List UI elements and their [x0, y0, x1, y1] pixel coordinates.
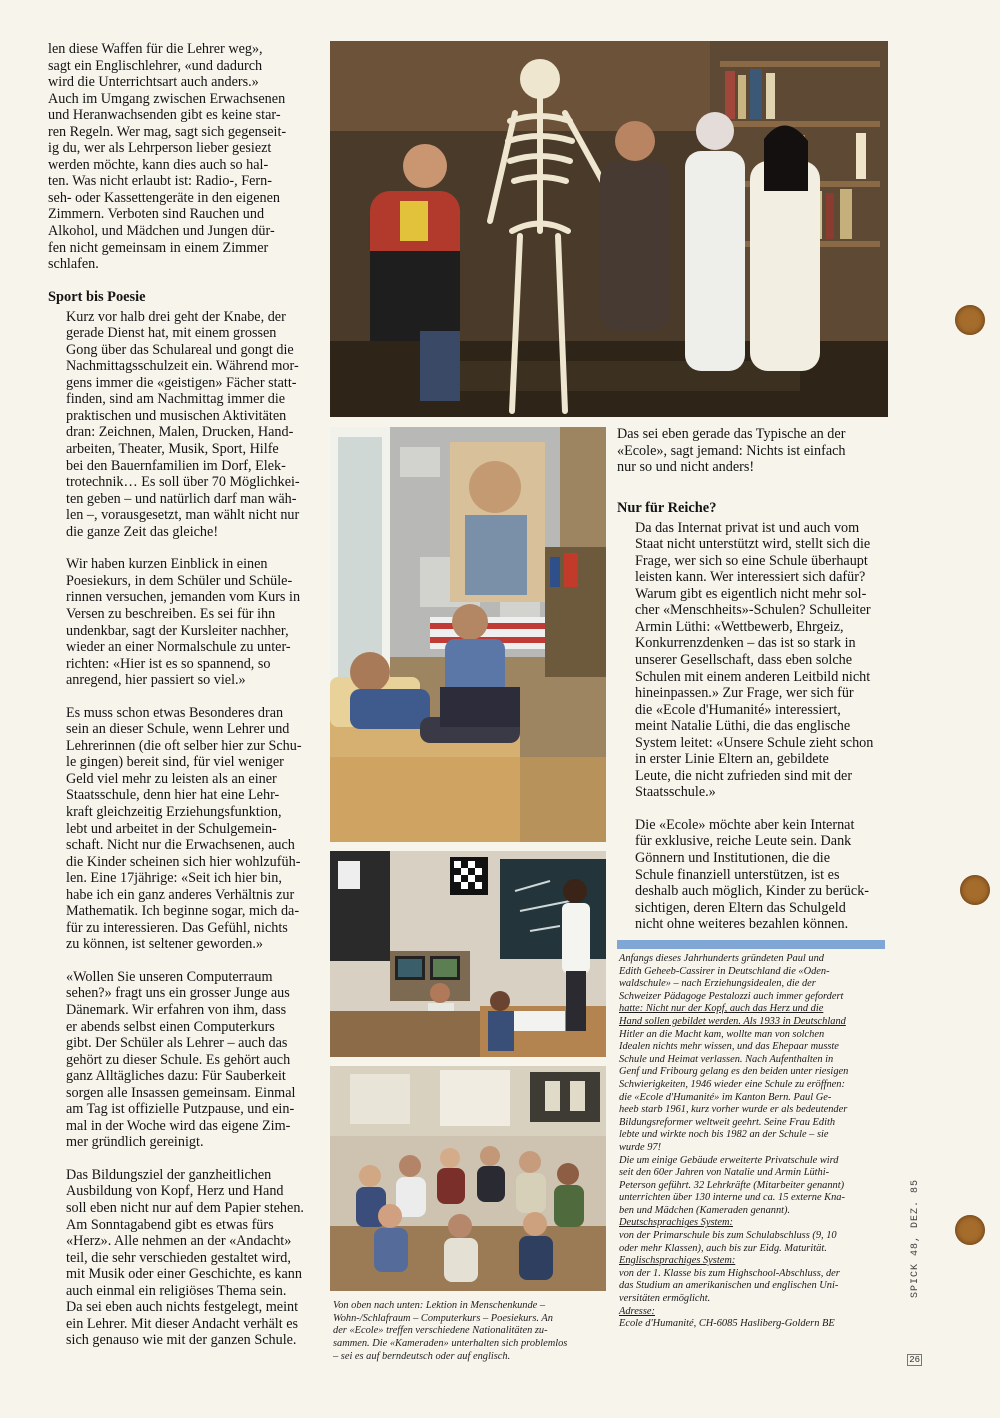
infobox-line: Edith Geheeb-Cassirer in Deutschland die «Oden-: [619, 965, 830, 977]
text-line: Es muss schon etwas Besonderes dran: [66, 704, 284, 721]
text-line: kraft gleichzeitig Erziehungsfunktion,: [66, 803, 282, 820]
text-line: Staatsschule, denn hier hat eine Lehr-: [66, 787, 280, 804]
text-line: anregend, hier passiert so viel.»: [66, 672, 246, 689]
infobox-line: das Studium an amerikanischen und englischen Uni-: [619, 1280, 839, 1292]
text-line: für zu interessieren. Das Gefühl, nichts: [66, 919, 288, 936]
section-heading-sport: Sport bis Poesie: [48, 288, 146, 305]
text-line: leisten kann. Wer interessiert sich dafür?: [635, 569, 866, 586]
text-line: Schule finanziell unterstützen, ist es: [635, 866, 840, 883]
infobox-line: heeb starb 1961, kurz vorher wurde er als bedeutender: [619, 1104, 848, 1116]
text-line: Versen zu beschreiben. Es sei für ihn: [66, 605, 276, 622]
text-line: die ganze Zeit das gleiche!: [66, 523, 219, 540]
paragraph: [48, 1167, 318, 1349]
text-line: Geld viel mehr zu leisten als an einer: [66, 770, 277, 787]
infobox-line: lebte und wirkte noch bis 1982 an der Schule – sie: [619, 1129, 829, 1141]
text-line: lebt und arbeitet in der Schulgemein-: [66, 820, 277, 837]
text-line: fen nicht gemeinsam in einem Zimmer: [48, 239, 269, 256]
left-text-column: [48, 41, 318, 1349]
infobox-line: von der 1. Klasse bis zum Highschool-Abschluss, der: [619, 1267, 840, 1279]
text-line: praktischen und musischen Aktivitäten: [66, 407, 287, 424]
text-line: Gönnern und Institutionen, die die: [635, 850, 831, 867]
caption-line: Von oben nach unten: Lektion in Menschenkunde –: [333, 1300, 546, 1311]
infobox-line: Hand sollen gebildet werden. Als 1933 in Deutschland: [619, 1015, 846, 1027]
text-line: sich genauso wie mit der ganzen Schule.: [66, 1332, 297, 1349]
text-line: mit Musik oder einer Geschichte, es kann: [66, 1266, 302, 1283]
text-line: ten geben – und natürlich darf man wäh-: [66, 490, 297, 507]
text-line: Zimmern. Verboten sind Rauchen und: [48, 206, 265, 223]
punch-hole-bottom: [955, 1215, 985, 1245]
text-line: nicht ohne weiteres bezahlen können.: [635, 916, 849, 933]
text-line: «Ecole», sagt jemand: Nichts ist einfach: [617, 442, 846, 459]
text-line: bei den Bauernfamilien im Dorf, Elek-: [66, 457, 286, 474]
text-line: er abends selbst einen Computerkurs: [66, 1018, 275, 1035]
text-line: Da sei eben auch nichts festgelegt, meint: [66, 1299, 299, 1316]
paragraph: [48, 309, 318, 541]
poetry-course-illustration: [330, 1066, 606, 1291]
text-line: sichtigen, deren Eltern das Schulgeld: [635, 899, 846, 916]
text-line: System leitet: «Unsere Schule zieht schon: [635, 734, 874, 751]
infobox-line: Schwierigkeiten, 1946 wieder eine Schule zu eröffnen:: [619, 1078, 845, 1090]
text-line: Leute, die nicht zufrieden sind mit der: [635, 767, 853, 784]
infobox-text: [619, 953, 887, 1331]
infobox-line: Adresse:: [619, 1305, 655, 1317]
text-line: Wir haben kurzen Einblick in einen: [66, 556, 268, 573]
text-line: gerade Dienst hat, mit einem grossen: [66, 325, 277, 342]
text-line: Staatsschule.»: [635, 784, 716, 801]
caption-line: – sei es auf berndeutsch oder auf englisch.: [333, 1350, 511, 1362]
text-line: Armin Lüthi: «Wettbewerb, Ehrgeiz,: [635, 618, 844, 635]
section-heading-reiche: Nur für Reiche?: [617, 499, 717, 516]
infobox-line: Schweizer Pädagoge Pestalozzi auch immer gefordert: [619, 990, 844, 1002]
infobox-line: hatte: Nicht nur der Kopf, auch das Herz und die: [619, 1003, 824, 1015]
infobox-line: Die um einige Gebäude erweiterte Privatschule wird: [619, 1154, 839, 1166]
infobox-line: unterrichten über 130 interne und ca. 15 externe Kna-: [619, 1192, 845, 1204]
text-line: trotechnik… Es soll über 70 Möglichkei-: [66, 474, 300, 491]
infobox-line: Ecole d'Humanité, CH-6085 Hasliberg-Goldern BE: [619, 1318, 835, 1330]
text-line: «Herz». Alle nehmen an der «Andacht»: [66, 1233, 292, 1250]
text-line: arbeiten, Theater, Musik, Sport, Hilfe: [66, 441, 279, 458]
infobox-line: Schule und Heimat verlassen. Nach Aufenthalten in: [619, 1053, 834, 1065]
text-line: rinnen versuchen, jemanden vom Kurs in: [66, 589, 301, 606]
text-line: ein Lehrer. Mit dieser Andacht verhält es: [66, 1315, 299, 1332]
infobox-line: Peterson geführt. 32 Lehrkräfte (Mitarbeiter genannt): [619, 1179, 845, 1191]
text-line: sagt ein Englischlehrer, «und dadurch: [48, 57, 263, 74]
infobox-line: Hitler an die Macht kam, wollte man von solchen: [619, 1028, 825, 1040]
infobox-line: Genf und Fribourg gelang es den beiden unter riesigen: [619, 1066, 849, 1078]
page-number: 26: [909, 1355, 920, 1365]
text-line: wird die Unterrichtsart auch anders.»: [48, 74, 259, 91]
text-line: len. Eine 17jährige: «Seit ich hier bin,: [66, 870, 282, 887]
text-line: sein an dieser Schule, wenn Lehrer und: [66, 721, 290, 738]
text-line: am Tag ist offizielle Putzpause, und ein-: [66, 1101, 295, 1118]
infobox-line: die «Ecole d'Humanité» im Kanton Bern. Paul Ge-: [619, 1091, 832, 1103]
text-line: len diese Waffen für die Lehrer weg»,: [48, 41, 263, 57]
infobox-history: [619, 953, 887, 1331]
text-line: cher «Menschheits»-Schulen? Schulleiter: [635, 602, 871, 619]
text-line: Konkurrenzdenken – das ist so stark in: [635, 635, 856, 652]
text-line: dran: Zeichnen, Malen, Drucken, Hand-: [66, 424, 294, 441]
punch-hole-top: [955, 305, 985, 335]
text-line: len –, vorausgesetzt, man wählt nicht nur: [66, 507, 300, 524]
infobox-line: waldschule» – nach Erziehungsidealen, die der: [619, 978, 816, 990]
text-line: schaft. Nicht nur die Erwachsenen, auch: [66, 837, 295, 854]
text-line: mer gründlich gereinigt.: [66, 1134, 204, 1151]
text-line: Das sei eben gerade das Typische an der: [617, 426, 846, 442]
text-line: ten. Was nicht erlaubt ist: Radio-, Fern-: [48, 173, 272, 190]
infobox-line: seit den 60er Jahren von Natalie und Armin Lüthi-: [619, 1167, 830, 1179]
infobox-line: Englischsprachiges System:: [619, 1255, 736, 1267]
text-line: nur so und nicht anders!: [617, 459, 755, 476]
text-line: Warum gibt es eigentlich nicht mehr sol-: [635, 585, 867, 602]
caption-line: sammen. Die «Kameraden» unterhalten sich problemlos: [333, 1338, 568, 1350]
anatomy-lesson-illustration: [330, 41, 888, 417]
text-line: ganz Alltägliches dazu: Für Sauberkeit: [66, 1068, 286, 1085]
infobox-line: versitäten ermöglicht.: [619, 1293, 711, 1305]
text-line: Dänemark. Wir erfahren von ihm, dass: [66, 1001, 287, 1018]
infobox-line: ben und Mädchen (Kameraden genannt).: [619, 1204, 791, 1216]
photo-computer-course: [330, 851, 606, 1057]
text-line: Lehrerinnen (die oft selber hier zur Schu-: [66, 737, 302, 754]
text-line: Frage, wer sich so eine Schule überhaupt: [635, 552, 868, 569]
text-line: richten: «Hier ist es so spannend, so: [66, 655, 271, 672]
text-line: le gingen) bereit sind, für viel weniger: [66, 754, 284, 771]
text-line: Mathematik. Ich beginne sogar, mich da-: [66, 903, 300, 920]
photo-caption: [333, 1300, 605, 1364]
text-line: deshalb auch möglich, Kinder zu berück-: [635, 883, 870, 900]
text-line: zu können, ist seltener geworden.»: [66, 936, 263, 953]
computer-course-illustration: [330, 851, 606, 1057]
infobox-line: Deutschsprachiges System:: [619, 1217, 733, 1229]
text-line: wieder an einer Normalschule zu unter-: [66, 639, 291, 656]
text-line: gens immer die «geistigen» Fächer statt-: [66, 374, 297, 391]
text-line: «Wollen Sie unseren Computerraum: [66, 968, 273, 985]
caption-line: der «Ecole» treffen verschiedene Nationalitäten zu-: [333, 1325, 548, 1337]
text-line: habe ich ein ganz anderes Verhältnis zur: [66, 886, 295, 903]
paragraph: [48, 41, 318, 273]
text-line: für exklusive, reiche Leute sein. Dank: [635, 833, 852, 850]
text-line: Die «Ecole» möchte aber kein Internat: [635, 816, 855, 833]
punch-hole-middle: [960, 875, 990, 905]
paragraph: [48, 556, 318, 688]
caption-text: [333, 1300, 605, 1364]
text-line: werden möchte, kann dies auch so hal-: [48, 156, 269, 173]
paragraph: [48, 705, 318, 953]
text-line: ig du, wer als Lehrperson lieber gesiezt: [48, 140, 272, 157]
text-line: die Kinder scheinen sich hier wohlzufüh-: [66, 853, 301, 870]
paragraph: [48, 969, 318, 1151]
text-line: Poesiekurs, in dem Schüler und Schüle-: [66, 572, 293, 589]
bedroom-illustration: [330, 427, 606, 842]
text-line: ren Regeln. Wer mag, sagt sich gegenseit-: [48, 123, 287, 140]
infobox-line: wurde 97!: [619, 1141, 662, 1153]
text-line: undenkbar, sagt der Kursleiter nachher,: [66, 622, 289, 639]
infobox-accent-bar: [617, 940, 885, 949]
infobox-line: Idealen nichts mehr wissen, und das Ehepaar musste: [619, 1041, 839, 1053]
text-line: gehört zu dieser Schule. Es gehört auch: [66, 1051, 291, 1068]
text-line: Schulen mit einem anderen Leitbild nicht: [635, 668, 871, 685]
infobox-line: Bildungsreformer weltweit geehrt. Seine Frau Edith: [619, 1116, 836, 1128]
right-text-column: [617, 426, 885, 933]
text-line: gibt. Der Schüler als Lehrer – auch das: [66, 1035, 288, 1052]
paragraph: [617, 817, 885, 933]
paragraph: [617, 520, 885, 801]
text-line: Da das Internat privat ist und auch vom: [635, 519, 860, 536]
text-line: Ausbildung von Kopf, Herz und Hand: [66, 1183, 284, 1200]
text-line: auch einmal ein religiöses Thema sein.: [66, 1282, 287, 1299]
text-line: teil, die sehr verschieden gestaltet wird,: [66, 1249, 291, 1266]
text-line: Alkohol, und Mädchen und Jungen dür-: [48, 223, 275, 240]
infobox-line: Anfangs dieses Jahrhunderts gründeten Paul und: [619, 953, 825, 964]
text-line: Auch im Umgang zwischen Erwachsenen: [48, 90, 286, 107]
text-line: soll eben nicht nur auf dem Papier stehen.: [66, 1200, 304, 1216]
infobox-line: oder mehr Klassen), auch bis zur Eidg. Maturität.: [619, 1242, 827, 1254]
text-line: hineinpassen.» Zur Frage, wer sich für: [635, 685, 854, 702]
text-line: schlafen.: [48, 256, 99, 273]
photo-anatomy-lesson: [330, 41, 888, 417]
text-line: sehen?» fragt uns ein grosser Junge aus: [66, 985, 290, 1002]
spine-label: SPICK 48, DEZ. 85: [910, 1178, 921, 1298]
text-line: finden, sind am Nachmittag immer die: [66, 391, 286, 408]
text-line: Staat nicht unterstützt wird, stellt sich die: [635, 536, 871, 553]
text-line: und Heranwachsenden gibt es keine star-: [48, 107, 281, 124]
text-line: in erster Linie Eltern an, gebildete: [635, 751, 829, 768]
text-line: seh- oder Kassettengeräte in den eigenen: [48, 189, 281, 206]
text-line: Nachmittagsschulzeit ein. Während mor-: [66, 358, 299, 375]
photo-poetry-course: [330, 1066, 606, 1291]
infobox-line: von der Primarschule bis zum Schulabschluss (9, 10: [619, 1230, 837, 1242]
text-line: die «Ecole d'Humanité» interessiert,: [635, 701, 841, 718]
text-line: meint Natalie Lüthi, die das englische: [635, 718, 851, 735]
photo-bedroom: [330, 427, 606, 842]
text-line: sorgen alle Insassen gemeinsam. Einmal: [66, 1084, 296, 1101]
paragraph: [617, 426, 885, 476]
text-line: mal in der Woche wird das eigene Zim-: [66, 1117, 291, 1134]
text-line: unserer Gesellschaft, dass eben solche: [635, 652, 853, 669]
text-line: Am Sonntagabend gibt es etwas fürs: [66, 1216, 274, 1233]
text-line: Gong über das Schulareal und gongt die: [66, 341, 294, 358]
text-line: Kurz vor halb drei geht der Knabe, der: [66, 308, 286, 325]
caption-line: Wohn-/Schlafraum – Computerkurs – Poesiekurs. An: [333, 1312, 553, 1324]
text-line: Das Bildungsziel der ganzheitlichen: [66, 1166, 272, 1183]
